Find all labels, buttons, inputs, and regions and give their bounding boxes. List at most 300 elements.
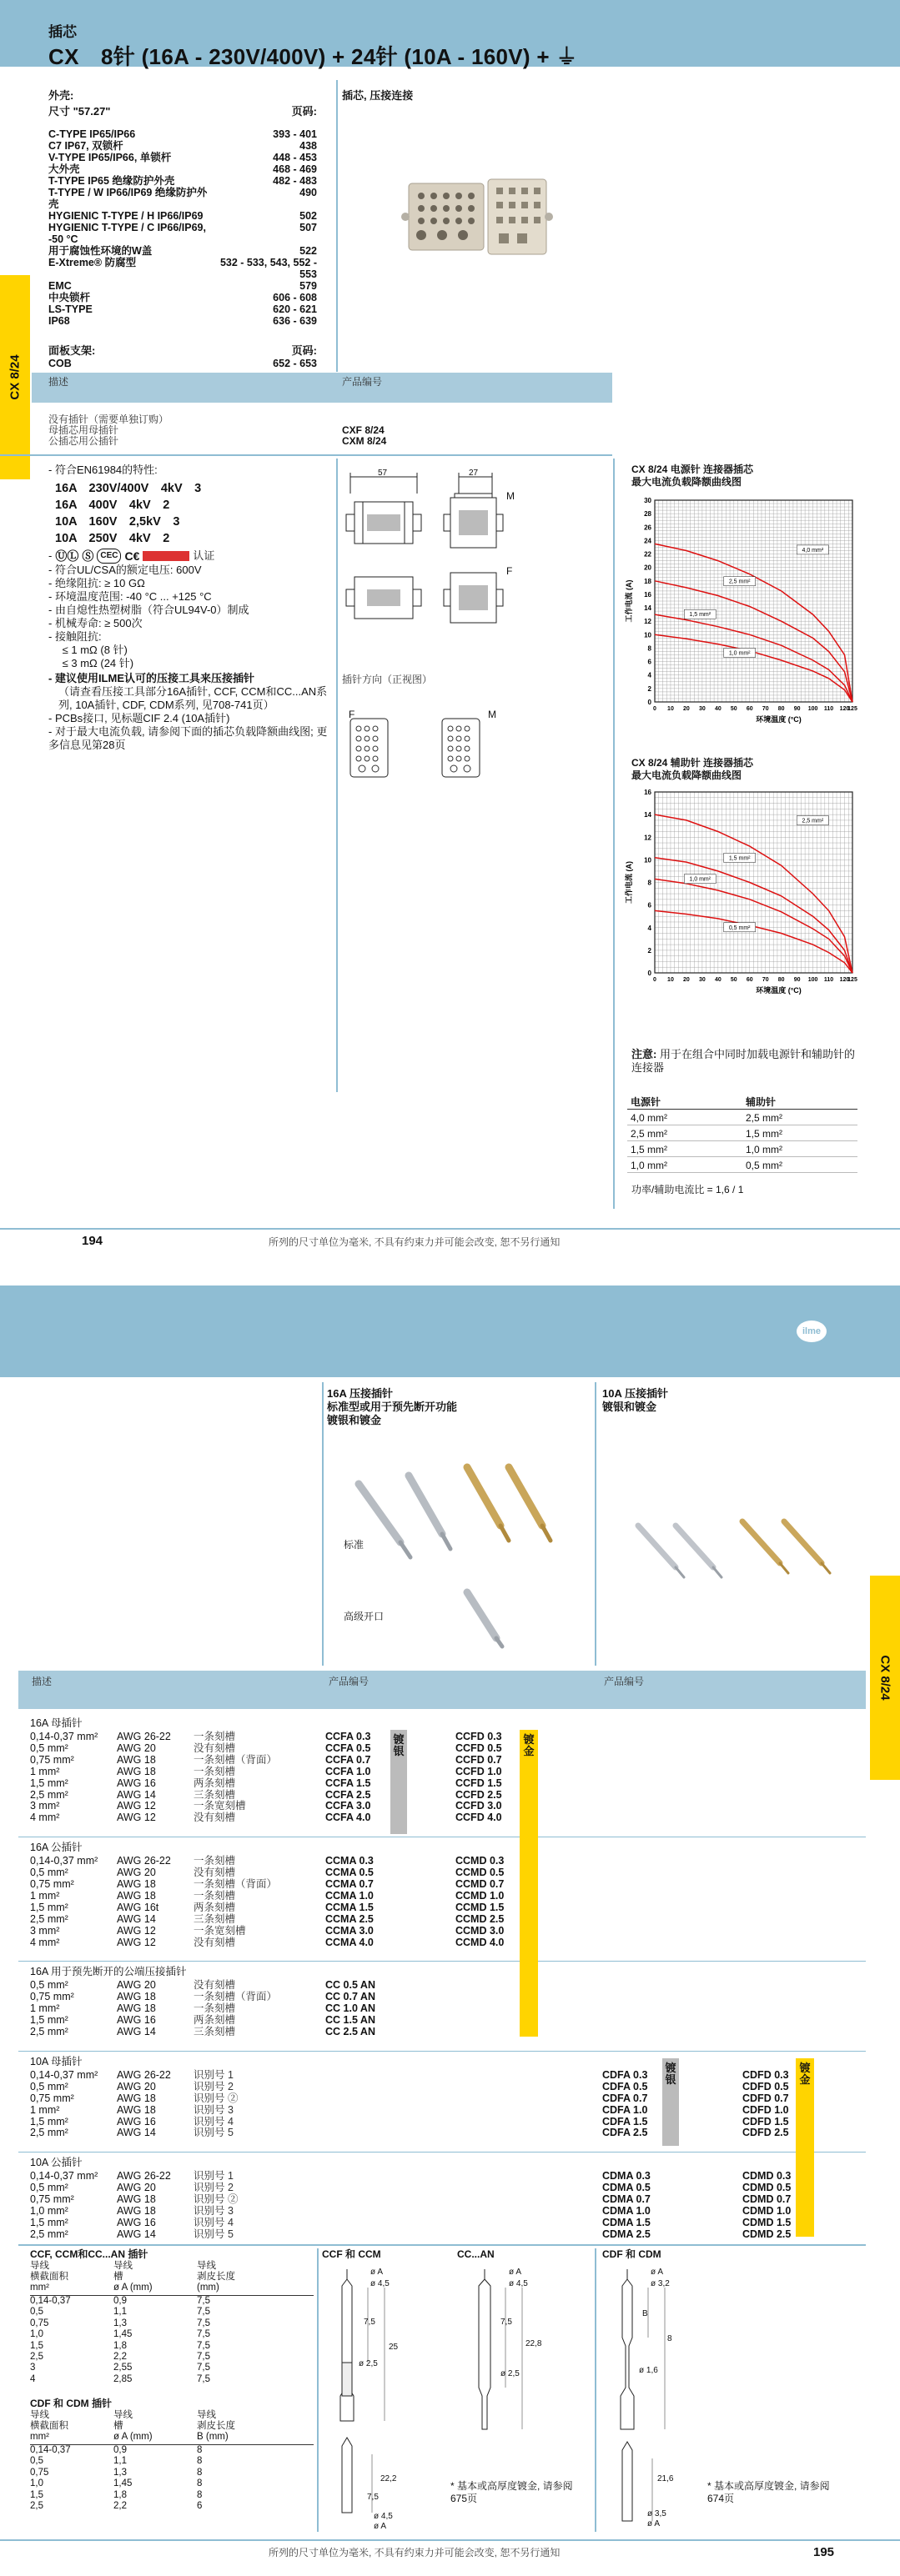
dim-phiA-3: ø A xyxy=(374,2522,387,2531)
x-axis-label: 环境温度 (°C) xyxy=(756,715,802,724)
dim-head-cell: 导线 剥皮长度 (mm) xyxy=(197,2261,235,2293)
pin-mark: 识别号 ② xyxy=(194,2193,239,2206)
dim-75-1: 7,5 xyxy=(364,2318,375,2327)
y-tick-label: 2 xyxy=(647,946,651,955)
item-row xyxy=(48,436,616,447)
housing-ref-name: LS-TYPE xyxy=(48,303,93,315)
dim-head-cell: 导线 横截面积 mm² xyxy=(30,2261,68,2293)
pin-code-gold: CCMD 2.5 xyxy=(455,1912,505,1925)
combo-table xyxy=(627,1094,857,1173)
dim-table-head xyxy=(30,2410,314,2445)
pin-awg: AWG 14 xyxy=(117,2228,156,2240)
category-label: 插芯 xyxy=(48,24,77,40)
x-tick-label: 125 xyxy=(847,706,857,712)
footer-rule-2 xyxy=(0,2539,900,2541)
spec-item: ≤ 1 mΩ (8 针) xyxy=(48,644,128,656)
dim-cell: 2,55 xyxy=(113,2363,133,2373)
housing-ref-row[interactable] xyxy=(48,257,317,280)
dim-table-head xyxy=(30,2261,314,2296)
series-label: 1,0 mm² xyxy=(689,876,711,883)
housing-ref-name: C-TYPE IP65/IP66 xyxy=(48,128,136,140)
pin-code-silver: CDMA 0.3 xyxy=(602,2170,651,2183)
y-tick-label: 6 xyxy=(647,658,651,666)
dim-phi32: ø 3,2 xyxy=(651,2279,670,2288)
housing-ref-row[interactable] xyxy=(48,187,317,210)
pin-mark: 没有刻槽 xyxy=(194,1742,236,1754)
x-tick-label: 60 xyxy=(746,706,753,712)
panel-ref-name: COB xyxy=(48,358,72,369)
dim-cell: 1,0 xyxy=(30,2329,43,2340)
spec-item: ≤ 3 mΩ (24 针) xyxy=(48,657,134,669)
pin-code-gold: CCMD 1.0 xyxy=(455,1889,505,1902)
pin-awg: AWG 18 xyxy=(117,1753,156,1766)
housing-table xyxy=(48,128,317,327)
gold-bar-1 xyxy=(520,1730,538,2037)
dim-75-2: 7,5 xyxy=(500,2318,512,2327)
housing-ref-row[interactable] xyxy=(48,140,317,152)
dim-cell: 1,3 xyxy=(113,2467,127,2478)
pin-code-gold: CDFD 1.5 xyxy=(742,2115,789,2127)
side-tab[interactable]: CX 8/24 xyxy=(0,275,30,479)
pin-code-gold: CCFD 0.5 xyxy=(455,1742,502,1754)
y-tick-label: 0 xyxy=(647,699,651,706)
dim-cell: 2,2 xyxy=(113,2500,127,2511)
dim-table-row xyxy=(30,2478,314,2489)
y-tick-label: 0 xyxy=(647,970,651,977)
bureau-cert-icon xyxy=(143,551,189,561)
pin-awg: AWG 14 xyxy=(117,2026,156,2037)
pin-awg: AWG 20 xyxy=(117,2080,156,2092)
spec-item: - 环境温度范围: -40 °C ... +125 °C xyxy=(48,590,212,603)
dim-57: 57 xyxy=(378,469,388,478)
combo-cell: 1,0 mm² xyxy=(627,1157,742,1173)
housing-ref-row[interactable] xyxy=(48,245,317,257)
panel-heading: 面板支架: xyxy=(48,344,96,357)
connector-photo xyxy=(392,158,559,267)
dim-cell: 8 xyxy=(197,2478,203,2489)
dim-222: 22,2 xyxy=(380,2474,397,2483)
pin-code-gold: CCMD 4.0 xyxy=(455,1936,505,1948)
combo-row xyxy=(627,1110,857,1125)
gold-label-1: 镀金 xyxy=(523,1733,535,1757)
dim-head-cell: 导线 槽 ø A (mm) xyxy=(113,2261,153,2293)
pin-code-gold: CDFD 0.3 xyxy=(742,2068,789,2081)
y-axis-label: 工作电流 (A) xyxy=(625,579,633,623)
housing-ref-row[interactable] xyxy=(48,175,317,187)
pin-awg: AWG 20 xyxy=(117,1979,156,1992)
dim-cell: 1,1 xyxy=(113,2456,127,2467)
pin-code-gold: CCMD 0.7 xyxy=(455,1878,505,1890)
code-header-2a: 产品编号 xyxy=(329,1676,370,1687)
drawing2-title: CC...AN xyxy=(457,2248,495,2260)
pin-mark: 三条刻槽 xyxy=(194,1788,236,1801)
pin-code-gold: CCFD 4.0 xyxy=(455,1812,502,1824)
combo-row xyxy=(627,1125,857,1141)
pin-code-gold: CDFD 0.5 xyxy=(742,2080,789,2092)
load-text: - 对于最大电流负载, 请参阅下面的插芯负载降额曲线图; 更多信息见第28页 xyxy=(48,725,328,751)
pin-cross-section: 4 mm² xyxy=(30,1936,60,1948)
dim-phiA-5: ø A xyxy=(647,2519,661,2528)
pin-code-gold: CCMD 1.5 xyxy=(455,1901,505,1913)
col2-heading: 10A 压接插针 镀银和镀金 xyxy=(602,1387,668,1413)
pin-awg: AWG 16 xyxy=(117,2014,156,2027)
housing-ref-page: 502 xyxy=(299,210,317,222)
pin-mark: 识别号 4 xyxy=(194,2115,234,2127)
divider xyxy=(322,1382,324,1666)
pin-code-silver: CCMA 0.7 xyxy=(325,1878,374,1890)
item-desc: 没有插针（需要单独订购） xyxy=(48,413,169,425)
group-title: 16A 用于预先断开的公端压接插针 xyxy=(30,1966,187,1978)
pin-mark: 没有刻槽 xyxy=(194,1979,236,1992)
pin-cross-section: 0,75 mm² xyxy=(30,1878,74,1890)
divider xyxy=(336,80,338,372)
combo-header-cell: 辅助针 xyxy=(742,1094,857,1110)
pin-code-gold: CCMD 0.5 xyxy=(455,1867,505,1879)
dim-cell: 7,5 xyxy=(197,2373,210,2384)
pin-code-silver: CDFA 1.5 xyxy=(602,2115,648,2127)
combo-row xyxy=(627,1141,857,1157)
pin-awg: AWG 26-22 xyxy=(117,1855,171,1867)
pin-code-silver: CDFA 1.0 xyxy=(602,2103,648,2116)
cec-cert-icon: CEC xyxy=(97,549,121,564)
housing-ref-row[interactable] xyxy=(48,292,317,303)
pin-awg: AWG 26-22 xyxy=(117,1731,171,1742)
item-row xyxy=(48,425,616,436)
pin-code-gold: CDMD 0.3 xyxy=(742,2170,792,2183)
desc-header-2: 描述 xyxy=(32,1676,53,1687)
dim-cell: 0,14-0,37 xyxy=(30,2296,71,2306)
label-f-face: F xyxy=(349,709,355,720)
ilme-logo[interactable]: ilme xyxy=(797,1321,827,1342)
combo-row xyxy=(627,1157,857,1173)
divider xyxy=(613,459,615,1209)
housing-reference-list xyxy=(48,87,317,369)
y-tick-label: 4 xyxy=(647,671,651,679)
chart1 xyxy=(621,494,859,731)
dim-phi35: ø 3,5 xyxy=(647,2509,666,2518)
y-tick-label: 6 xyxy=(647,901,651,910)
dim-cell: 8 xyxy=(197,2489,203,2500)
x-tick-label: 120 xyxy=(839,977,850,983)
pin-cross-section: 2,5 mm² xyxy=(30,1788,68,1801)
pin-mark: 一条刻槽（背面） xyxy=(194,1991,278,2003)
series-label: 1,5 mm² xyxy=(689,612,711,619)
spec-intro: - 符合EN61984的特性: xyxy=(48,464,158,476)
dim-cell: 1,5 xyxy=(30,2489,43,2500)
combo-cell: 1,0 mm² xyxy=(742,1141,857,1157)
dim-phi25-2: ø 2,5 xyxy=(500,2369,520,2378)
pin-mark: 一条刻槽 xyxy=(194,1765,236,1777)
pin-awg: AWG 26-22 xyxy=(117,2170,171,2183)
x-tick-label: 30 xyxy=(698,977,706,983)
item-code: CXM 8/24 xyxy=(342,435,387,447)
note-text: 用于在组合中同时加载电源针和辅助针的连接器 xyxy=(631,1048,855,1074)
insert-direction-label: 插针方向（正视图） xyxy=(342,674,433,685)
housing-ref-row[interactable] xyxy=(48,163,317,175)
pin-awg: AWG 12 xyxy=(117,1924,156,1937)
divider xyxy=(18,2244,866,2246)
insert-heading: 插芯, 压接连接 xyxy=(342,89,414,102)
series-label: 1,0 mm² xyxy=(728,650,751,657)
pin-awg: AWG 12 xyxy=(117,1812,156,1824)
housing-ref-row[interactable] xyxy=(48,222,317,245)
pin-awg: AWG 18 xyxy=(117,1878,156,1890)
pin-mark: 没有刻槽 xyxy=(194,1936,236,1948)
cert-text: 认证 xyxy=(193,549,215,562)
y-tick-label: 18 xyxy=(644,577,651,585)
item-desc: 母插芯用母插针 xyxy=(48,424,119,436)
pin-awg: AWG 14 xyxy=(117,1788,156,1801)
divider xyxy=(595,1382,596,1666)
dim-cell: 1,8 xyxy=(113,2340,127,2351)
tool-heading: - 建议使用ILME认可的压接工具来压接插针 xyxy=(48,672,254,684)
divider xyxy=(336,459,338,1092)
pin-awg: AWG 18 xyxy=(117,1889,156,1902)
dim-cell: 7,5 xyxy=(197,2363,210,2373)
page-title: CX 8针 (16A - 230V/400V) + 24针 (10A - 160V) + ⏚ xyxy=(48,44,578,69)
spec-item: - 符合UL/CSA的额定电压: 600V xyxy=(48,564,202,576)
group-title: 16A 母插针 xyxy=(30,1717,83,1729)
units-note: 所列的尺寸单位为毫米, 不具有约束力并可能会改变, 恕不另行通知 xyxy=(269,1236,561,1248)
x-tick-label: 0 xyxy=(653,977,656,983)
dim-cell: 8 xyxy=(197,2445,203,2455)
rating-row: 16A 400V 4kV 2 xyxy=(55,499,170,512)
pin-code-silver: CC 1.5 AN xyxy=(325,2014,375,2027)
pin-code-silver: CCMA 2.5 xyxy=(325,1912,374,1925)
footer-rule xyxy=(0,1228,900,1230)
dim-head-cell: 导线 槽 ø A (mm) xyxy=(113,2410,153,2442)
combo-header-cell: 电源针 xyxy=(627,1094,742,1110)
pin-cross-section: 0,14-0,37 mm² xyxy=(30,1855,98,1867)
housing-ref-page: 482 - 483 xyxy=(273,175,317,187)
desc-header: 描述 xyxy=(48,376,69,388)
housing-ref-page: 393 - 401 xyxy=(273,128,317,140)
ce-cert-icon: C€ xyxy=(124,549,140,563)
pin-mark: 一条刻槽 xyxy=(194,2002,236,2015)
combo-header-row xyxy=(627,1094,857,1110)
pin-mark: 两条刻槽 xyxy=(194,1901,236,1913)
group-separator xyxy=(18,2051,866,2052)
dim-table-row xyxy=(30,2352,314,2363)
pin-cross-section: 0,75 mm² xyxy=(30,1991,74,2003)
housing-ref-row[interactable] xyxy=(48,303,317,315)
housing-ref-row[interactable] xyxy=(48,280,317,292)
x-tick-label: 30 xyxy=(698,706,706,712)
panel-ref-row[interactable] xyxy=(48,358,317,369)
pin-mark: 一条宽刻槽 xyxy=(194,1924,246,1937)
divider xyxy=(317,2248,319,2532)
pin-code-silver: CCFA 4.0 xyxy=(325,1812,371,1824)
chart2 xyxy=(621,785,859,1002)
pin-cross-section: 1,5 mm² xyxy=(30,2115,68,2127)
housing-ref-row[interactable] xyxy=(48,210,317,222)
pin-mark: 识别号 5 xyxy=(194,2228,234,2240)
pin-cross-section: 2,5 mm² xyxy=(30,2026,68,2037)
rating-row: 10A 250V 4kV 2 xyxy=(55,532,170,545)
dim-cell: 2,5 xyxy=(30,2500,43,2511)
pin-mark: 识别号 ② xyxy=(194,2092,239,2104)
dim-head-cell: 导线 横截面积 mm² xyxy=(30,2410,68,2442)
dim-head-cell: 导线 剥皮长度 B (mm) xyxy=(197,2410,235,2442)
pin-code-silver: CCMA 0.3 xyxy=(325,1855,374,1867)
x-tick-label: 0 xyxy=(653,706,656,712)
page-number-195: 195 xyxy=(813,2545,835,2559)
dim-cell: 7,5 xyxy=(197,2351,210,2362)
pin-code-silver: CCFA 1.5 xyxy=(325,1777,371,1789)
combo-cell: 0,5 mm² xyxy=(742,1157,857,1173)
pin-awg: AWG 16 xyxy=(117,2115,156,2127)
pin-mark: 识别号 2 xyxy=(194,2182,234,2194)
housing-ref-name: HYGIENIC T-TYPE / C IP66/IP69, -50 °C xyxy=(48,222,206,245)
pin-awg: AWG 18 xyxy=(117,2002,156,2015)
pin-cross-section: 0,5 mm² xyxy=(30,1867,68,1879)
pin-mark: 一条刻槽 xyxy=(194,1731,236,1742)
page-number-194: 194 xyxy=(82,1234,103,1248)
x-tick-label: 40 xyxy=(714,706,722,712)
x-tick-label: 110 xyxy=(823,706,834,712)
dim-cell: 0,14-0,37 xyxy=(30,2445,71,2455)
housing-ref-name: 用于腐蚀性环境的W盖 xyxy=(48,245,153,257)
housing-ref-name: V-TYPE IP65/IP66, 单锁杆 xyxy=(48,152,172,163)
y-axis-label: 工作电流 (A) xyxy=(625,861,633,904)
dim-cell: 0,5 xyxy=(30,2307,43,2318)
housing-ref-name: IP68 xyxy=(48,315,70,327)
pin-mark: 一条刻槽（背面） xyxy=(194,1878,278,1890)
y-tick-label: 30 xyxy=(644,497,651,504)
pin-code-silver: CDMA 1.0 xyxy=(602,2205,651,2217)
pin-code-silver: CCFA 2.5 xyxy=(325,1788,371,1801)
pin-code-silver: CCFA 3.0 xyxy=(325,1800,371,1812)
pin-mark: 识别号 3 xyxy=(194,2103,234,2116)
pin-cross-section: 0,5 mm² xyxy=(30,1979,68,1992)
pin-code-silver: CDMA 0.7 xyxy=(602,2193,651,2206)
dim-phiA-4: ø A xyxy=(651,2268,664,2277)
dim-cell: 0,9 xyxy=(113,2296,127,2306)
housing-ref-name: EMC xyxy=(48,280,72,292)
combo-cell: 4,0 mm² xyxy=(627,1110,742,1125)
housing-ref-page: 579 xyxy=(299,280,317,292)
pin-code-gold: CDFD 0.7 xyxy=(742,2092,789,2104)
y-tick-label: 28 xyxy=(644,510,651,519)
pin-code-silver: CC 0.7 AN xyxy=(325,1991,375,2003)
dim-cell: 8 xyxy=(197,2456,203,2467)
col1-heading: 16A 压接插针 标准型或用于预先断开功能 镀银和镀金 xyxy=(327,1387,458,1426)
pin-awg: AWG 20 xyxy=(117,1867,156,1879)
x-tick-label: 10 xyxy=(667,977,674,983)
pin-mark: 一条刻槽 xyxy=(194,1855,236,1867)
drawing3-title: CDF 和 CDM xyxy=(602,2248,661,2260)
pin-code-silver: CDFA 2.5 xyxy=(602,2127,648,2139)
housing-ref-row[interactable] xyxy=(48,128,317,140)
dim-25-1: 25 xyxy=(389,2343,399,2352)
y-tick-label: 4 xyxy=(647,924,651,932)
pin-mark: 识别号 2 xyxy=(194,2080,234,2092)
pin-awg: AWG 14 xyxy=(117,2127,156,2139)
pin-mark: 一条宽刻槽 xyxy=(194,1800,246,1812)
pin-mark: 识别号 1 xyxy=(194,2170,234,2183)
y-tick-label: 16 xyxy=(644,590,651,599)
pin-cross-section: 1 mm² xyxy=(30,1889,60,1902)
pin-awg: AWG 18 xyxy=(117,2103,156,2116)
pin-cross-section: 0,75 mm² xyxy=(30,1753,74,1766)
pin-code-gold: CCFD 0.3 xyxy=(455,1731,502,1742)
dim-75-3: 7,5 xyxy=(367,2493,379,2502)
pin-mark: 没有刻槽 xyxy=(194,1812,236,1824)
dim-216: 21,6 xyxy=(657,2474,674,2483)
pin-awg: AWG 20 xyxy=(117,1742,156,1754)
x-tick-label: 120 xyxy=(839,706,850,712)
dim-27: 27 xyxy=(469,469,479,478)
dim-cell: 3 xyxy=(30,2363,36,2373)
chart1-title: CX 8/24 电源针 连接器插芯 最大电流负载降额曲线图 xyxy=(631,464,754,488)
housing-ref-row[interactable] xyxy=(48,152,317,163)
dim-table-1-title: CCF, CCM和CC...AN 插针 xyxy=(30,2248,148,2260)
pin-mark: 识别号 5 xyxy=(194,2127,234,2139)
pin-cross-section: 1,5 mm² xyxy=(30,2014,68,2027)
dim-cell: 1,3 xyxy=(113,2318,127,2328)
housing-ref-page: 468 - 469 xyxy=(273,163,317,175)
x-tick-label: 90 xyxy=(793,977,801,983)
pin-code-gold: CCFD 3.0 xyxy=(455,1800,502,1812)
pin-awg: AWG 16t xyxy=(117,1901,159,1913)
x-tick-label: 110 xyxy=(823,977,834,983)
code-header-2b: 产品编号 xyxy=(604,1676,645,1687)
dim-table-1 xyxy=(30,2248,314,2385)
pin-code-gold: CDMD 1.5 xyxy=(742,2216,792,2228)
group-title: 10A 公插针 xyxy=(30,2157,83,2169)
group-title: 16A 公插针 xyxy=(30,1842,83,1854)
group-separator xyxy=(18,1961,866,1962)
pin-code-gold: CCFD 0.7 xyxy=(455,1753,502,1766)
pin-cross-section: 0,75 mm² xyxy=(30,2092,74,2104)
spec-block xyxy=(48,464,332,752)
housing-ref-name: T-TYPE / W IP66/IP69 绝缘防护外壳 xyxy=(48,187,208,210)
combo-cell: 1,5 mm² xyxy=(627,1141,742,1157)
pin-awg: AWG 18 xyxy=(117,2092,156,2104)
pin-awg: AWG 14 xyxy=(117,1912,156,1925)
dim-phi16: ø 1,6 xyxy=(639,2366,658,2375)
pin-code-gold: CDFD 2.5 xyxy=(742,2127,789,2139)
y-tick-label: 24 xyxy=(644,537,651,545)
side-tab-2[interactable]: CX 8/24 xyxy=(870,1576,900,1780)
pin-code-silver: CCFA 0.5 xyxy=(325,1742,371,1754)
combo-cell: 1,5 mm² xyxy=(742,1125,857,1141)
housing-ref-name: E-Xtreme® 防腐型 xyxy=(48,257,137,268)
housing-ref-name: HYGIENIC T-TYPE / H IP66/IP69 xyxy=(48,210,204,222)
page-col-label-2: 页码: xyxy=(291,344,317,357)
dim-table-row xyxy=(30,2296,314,2307)
pin-awg: AWG 18 xyxy=(117,2205,156,2217)
item-code: CXF 8/24 xyxy=(342,424,385,436)
dim-cell: 7,5 xyxy=(197,2340,210,2351)
pin-mark: 三条刻槽 xyxy=(194,2026,236,2037)
dim-228: 22,8 xyxy=(525,2339,542,2348)
housing-ref-name: 大外壳 xyxy=(48,163,80,175)
gold-label-2: 镀金 xyxy=(799,2062,811,2086)
housing-ref-row[interactable] xyxy=(48,315,317,327)
housing-ref-page: 606 - 608 xyxy=(273,292,317,303)
footnote-674: * 基本或高厚度镀金, 请参阅674页 xyxy=(707,2480,830,2504)
dim-table-row xyxy=(30,2445,314,2456)
pin-code-silver: CCFA 1.0 xyxy=(325,1765,371,1777)
chart2-title: CX 8/24 辅助针 连接器插芯 最大电流负载降额曲线图 xyxy=(631,757,754,781)
y-tick-label: 12 xyxy=(644,618,651,626)
pin-mark: 一条刻槽（背面） xyxy=(194,1753,278,1766)
dim-8: 8 xyxy=(667,2334,672,2343)
pin-cross-section: 0,5 mm² xyxy=(30,1742,68,1754)
pin-cross-section: 1 mm² xyxy=(30,2103,60,2116)
series-label: 2,5 mm² xyxy=(728,579,751,585)
